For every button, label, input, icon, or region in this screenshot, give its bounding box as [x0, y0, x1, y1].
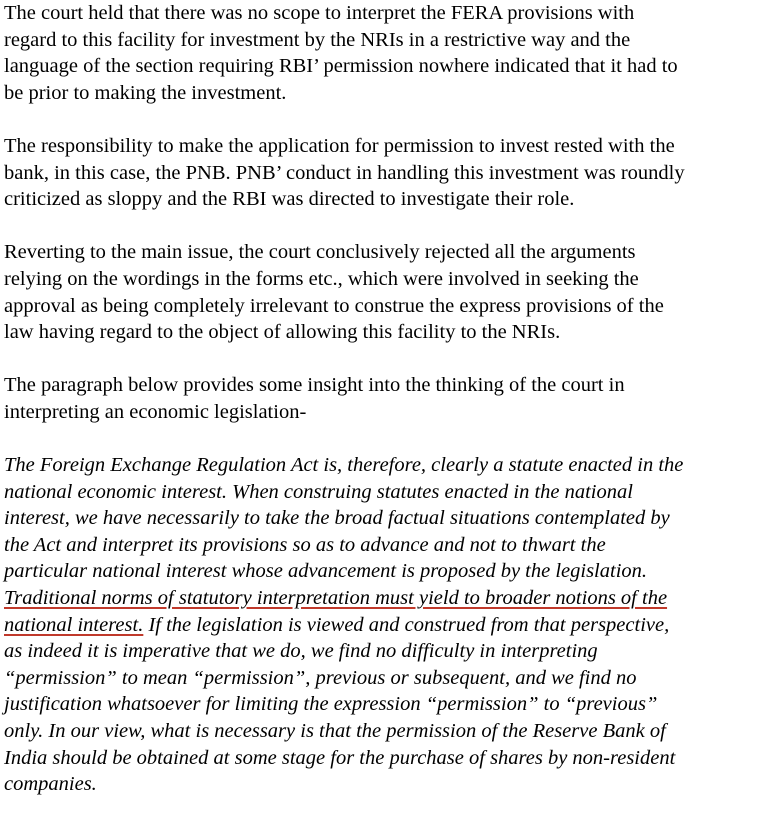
quote-line-underlined [4, 585, 780, 612]
court-quote [4, 452, 780, 798]
underlined-highlight: Traditional norms of statutory interpretation must yield to broader notions of the [4, 587, 668, 610]
quote-line: as indeed it is imperative that we do, we find no difficulty in interpreting [4, 640, 598, 663]
text-line: The court held that there was no scope to interpret the FERA provisions with [4, 2, 635, 24]
text-line: The responsibility to make the application for permission to invest rested with the [4, 134, 675, 157]
text-line: regard to this facility for investment by the NRIs in a restrictive way and the [4, 28, 631, 51]
paragraph-insight [4, 372, 780, 425]
paragraph-responsibility [4, 133, 780, 213]
text-line: bank, in this case, the PNB. PNB’ conduct in handling this investment was roundly [4, 161, 685, 184]
text-line: relying on the wordings in the forms etc., which were involved in seeking the [4, 267, 639, 290]
quote-line: national economic interest. When construing statutes enacted in the national [4, 480, 633, 503]
quote-line: interest, we have necessarily to take the broad factual situations contemplated by [4, 507, 670, 530]
quote-line: companies. [4, 773, 97, 796]
quote-line: “permission” to mean “permission”, previous or subsequent, and we find no [4, 666, 637, 689]
underlined-highlight-end: national interest. [4, 613, 144, 636]
paragraph-court-held [4, 0, 780, 106]
paragraph-main-issue [4, 239, 780, 345]
quote-line: justification whatsoever for limiting the expression “permission” to “previous” [4, 693, 658, 716]
text-line: be prior to making the investment. [4, 81, 287, 104]
text-line: criticized as sloppy and the RBI was directed to investigate their role. [4, 188, 575, 211]
quote-line: The Foreign Exchange Regulation Act is, therefore, clearly a statute enacted in the [4, 454, 684, 477]
quote-line: only. In our view, what is necessary is that the permission of the Reserve Bank of [4, 720, 666, 743]
text-line: The paragraph below provides some insight into the thinking of the court in [4, 374, 625, 397]
quote-line: particular national interest whose advancement is proposed by the legislation. [4, 560, 648, 583]
quote-line [4, 612, 780, 639]
text-line: Reverting to the main issue, the court conclusively rejected all the arguments [4, 241, 636, 264]
quote-text: If the legislation is viewed and construed from that perspective, [143, 613, 670, 636]
text-line: language of the section requiring RBI’ permission nowhere indicated that it had to [4, 55, 678, 78]
document-body [4, 0, 780, 824]
text-line: approval as being completely irrelevant to construe the express provisions of the [4, 294, 664, 317]
quote-line: India should be obtained at some stage for the purchase of shares by non-resident [4, 746, 676, 769]
quote-line: the Act and interpret its provisions so as to advance and not to thwart the [4, 533, 606, 556]
text-line: interpreting an economic legislation- [4, 400, 307, 423]
text-line: law having regard to the object of allowing this facility to the NRIs. [4, 321, 561, 344]
